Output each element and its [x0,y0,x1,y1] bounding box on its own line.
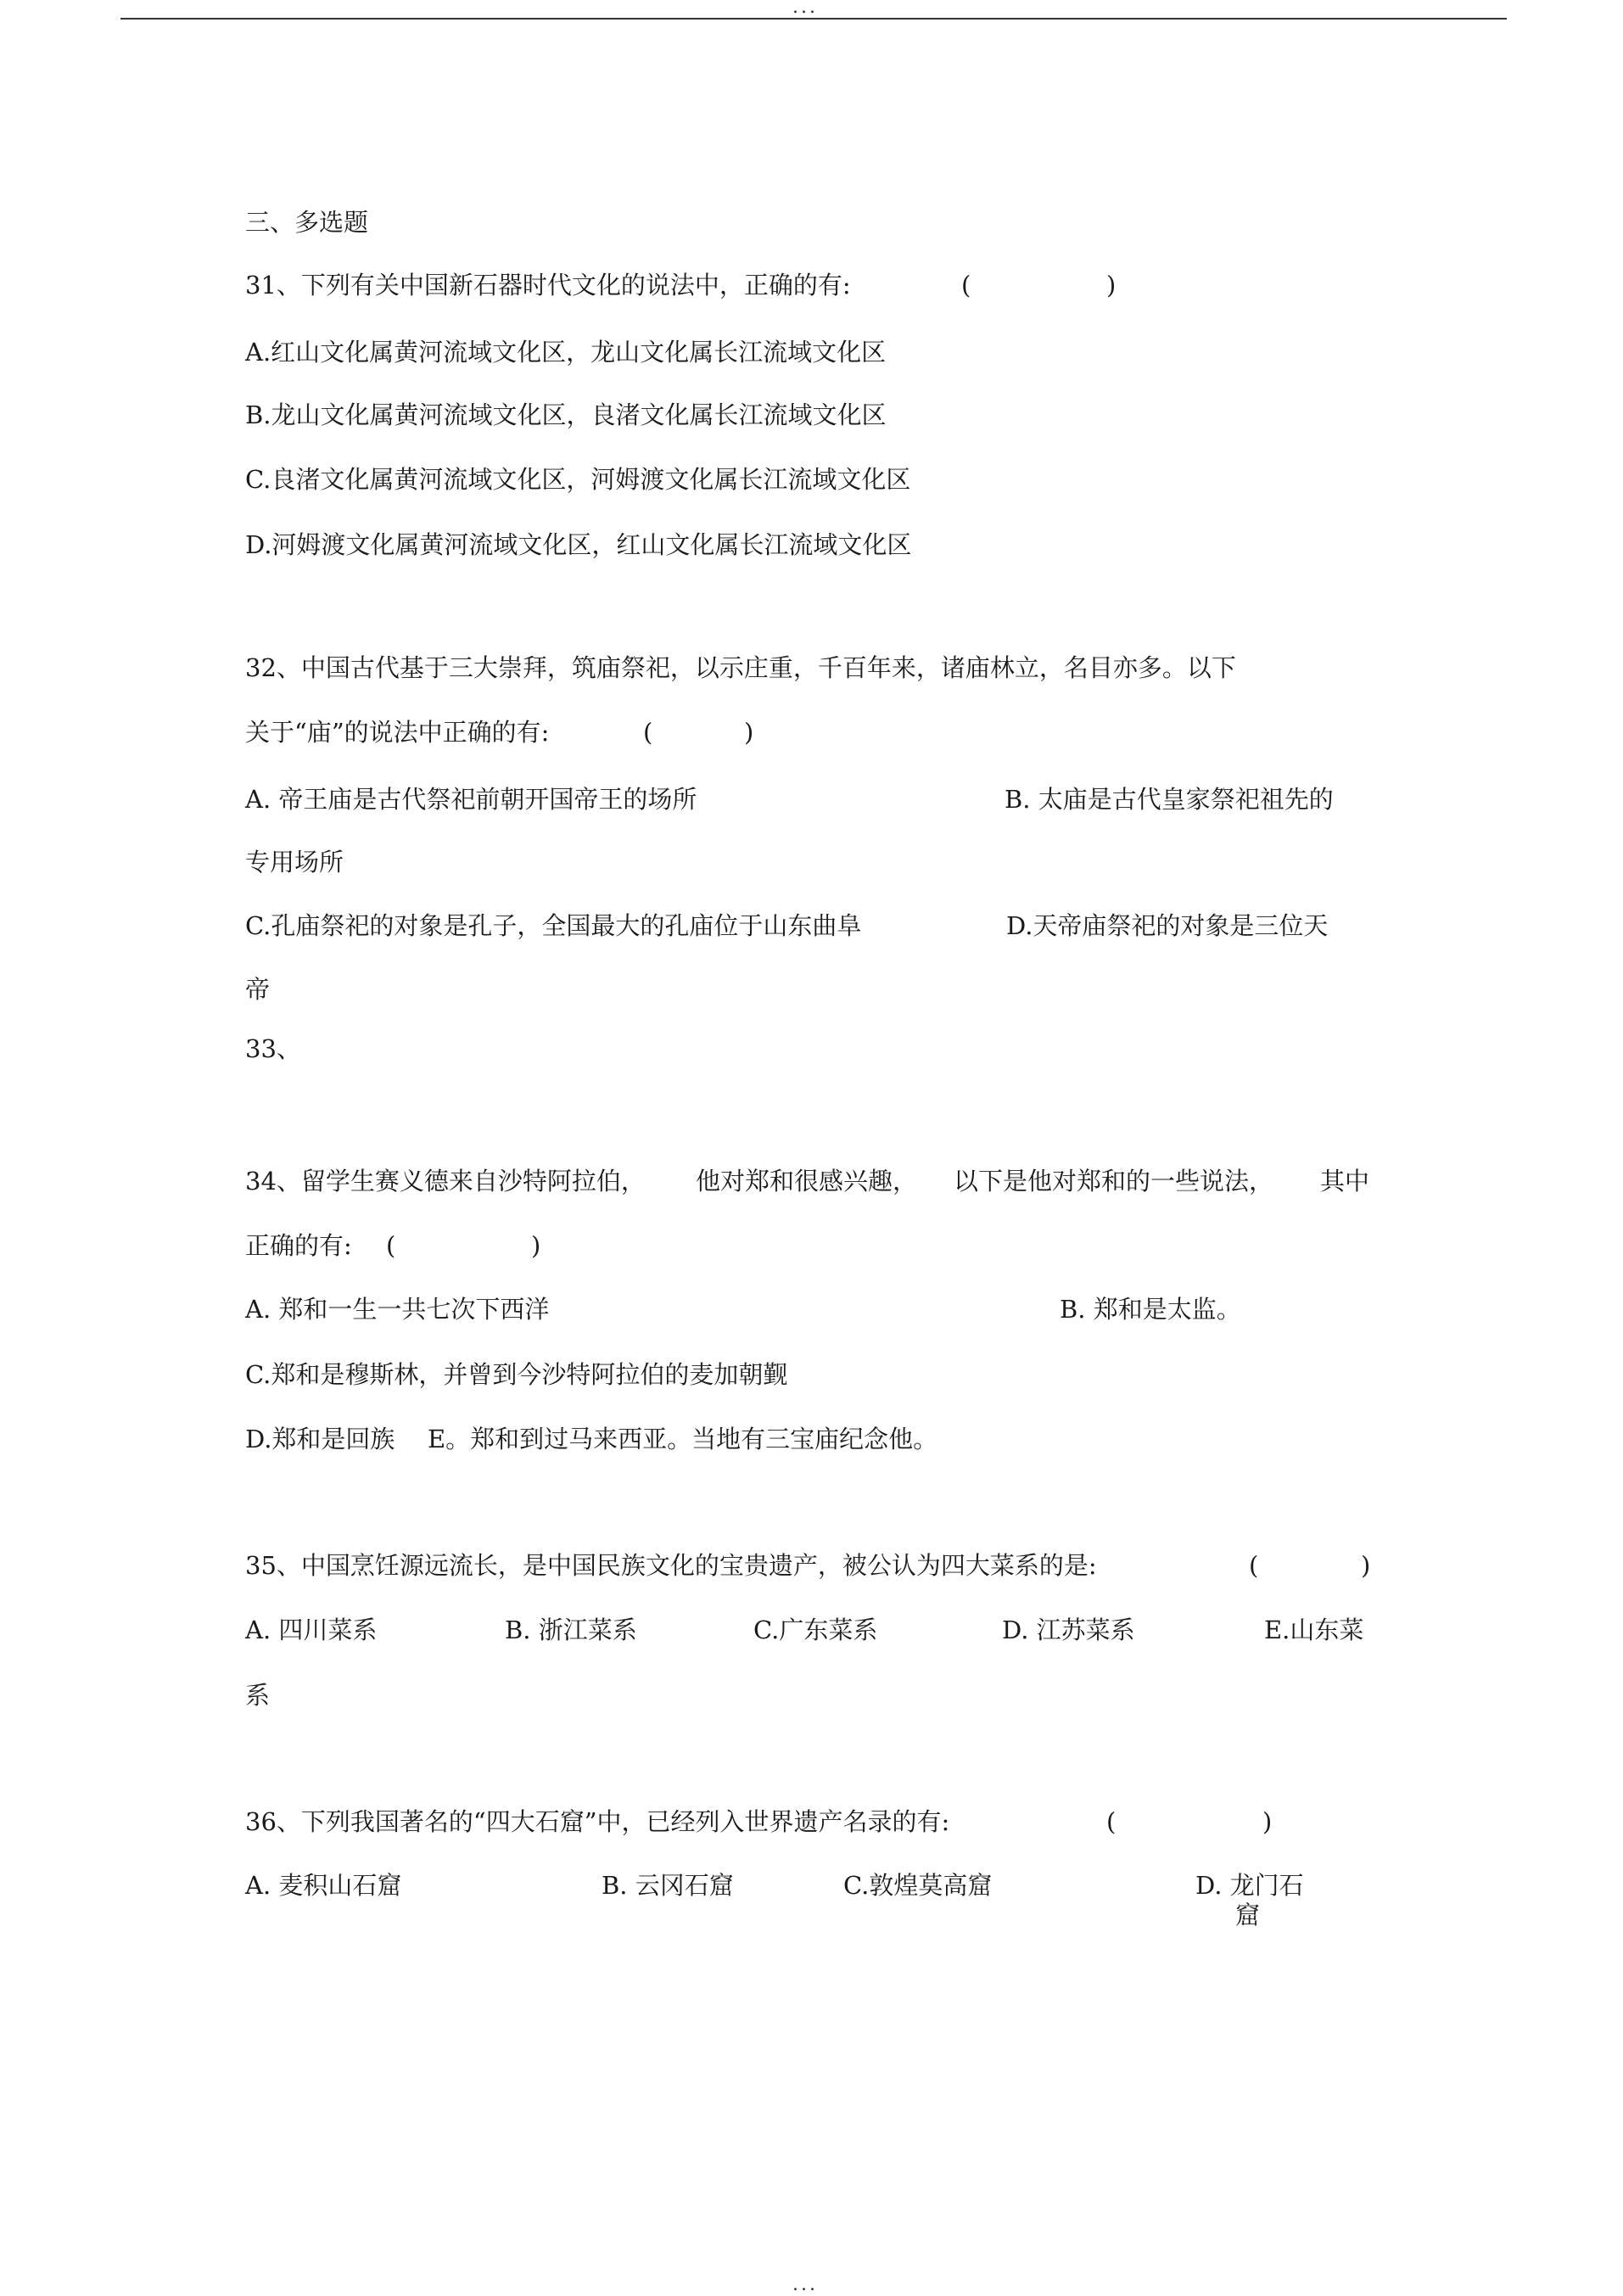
question-stem: 31、下列有关中国新石器时代文化的说法中，正确的有: [245,271,851,300]
option-a: A. 麦积山石窟 [245,1871,402,1900]
option-e: E。郑和到过马来西亚。当地有三宝庙纪念他。 [428,1425,938,1453]
header-dots: ... [792,0,818,18]
option-d: D. 江苏菜系 [1002,1616,1135,1644]
option-d-cont: 窟 [1235,1901,1261,1929]
option-b-cont: 专用场所 [245,848,344,876]
option-d-cont: 帝 [245,975,271,1004]
option-b: B. 太庙是古代皇家祭祀祖先的 [1005,785,1334,814]
question-stem-cont: 关于“庙”的说法中正确的有: [245,718,550,747]
question-stem-part2: 他对郑和很感兴趣， [696,1167,918,1196]
answer-paren-close: ) [1361,1551,1371,1580]
answer-paren-open: ( [961,271,971,300]
answer-paren-open: ( [643,718,653,747]
option-c: C.良渚文化属黄河流域文化区，河姆渡文化属长江流域文化区 [245,465,911,494]
question-stem: 36、下列我国著名的“四大石窟”中，已经列入世界遗产名录的有: [245,1807,950,1836]
question-stem: 35、中国烹饪源远流长，是中国民族文化的宝贵遗产，被公认为四大菜系的是: [245,1551,1097,1580]
answer-paren-open: ( [1106,1807,1117,1836]
option-c: C.敦煌莫高窟 [843,1871,993,1900]
header-rule [120,18,1507,20]
question-stem-cont: 正确的有: [245,1231,352,1260]
option-c: C.广东菜系 [753,1616,878,1644]
option-b: B. 浙江菜系 [505,1616,637,1644]
answer-paren-close: ) [1106,271,1117,300]
option-a: A. 郑和一生一共七次下西洋 [245,1295,550,1324]
option-d: D.郑和是回族 [245,1425,395,1453]
option-d: D. 龙门石 [1195,1871,1304,1900]
option-a: A.红山文化属黄河流域文化区，龙山文化属长江流域文化区 [245,338,887,367]
option-e: E.山东菜 [1264,1616,1364,1644]
option-b: B.龙山文化属黄河流域文化区，良渚文化属长江流域文化区 [245,400,887,429]
answer-paren-close: ) [744,718,754,747]
option-d: D.河姆渡文化属黄河流域文化区，红山文化属长江流域文化区 [245,530,912,559]
option-a: A. 帝王庙是古代祭祀前朝开国帝王的场所 [245,785,697,814]
footer-dots: ... [792,2274,818,2295]
option-d: D.天帝庙祭祀的对象是三位天 [1006,911,1329,940]
option-c: C.孔庙祭祀的对象是孔子，全国最大的孔庙位于山东曲阜 [245,911,862,940]
option-b: B. 郑和是太监。 [1060,1295,1241,1324]
answer-paren-open: ( [1249,1551,1259,1580]
option-e-cont: 系 [245,1681,271,1710]
question-stem-part3: 以下是他对郑和的一些说法， [954,1167,1274,1196]
option-b: B. 云冈石窟 [602,1871,734,1900]
answer-paren-close: ) [531,1231,541,1260]
question-stem: 32、中国古代基于三大崇拜，筑庙祭祀，以示庄重，千百年来，诸庙林立，名目亦多。以下 [245,653,1236,682]
question-stem: 34、留学生赛义德来自沙特阿拉伯， [245,1167,646,1196]
section-title: 三、多选题 [245,208,369,237]
answer-paren-close: ) [1262,1807,1273,1836]
option-c: C.郑和是穆斯林，并曾到今沙特阿拉伯的麦加朝觐 [245,1360,788,1389]
answer-paren-open: ( [386,1231,396,1260]
option-a: A. 四川菜系 [245,1616,378,1644]
question-33: 33、 [245,1034,301,1063]
question-stem-part4: 其中 [1320,1167,1370,1196]
